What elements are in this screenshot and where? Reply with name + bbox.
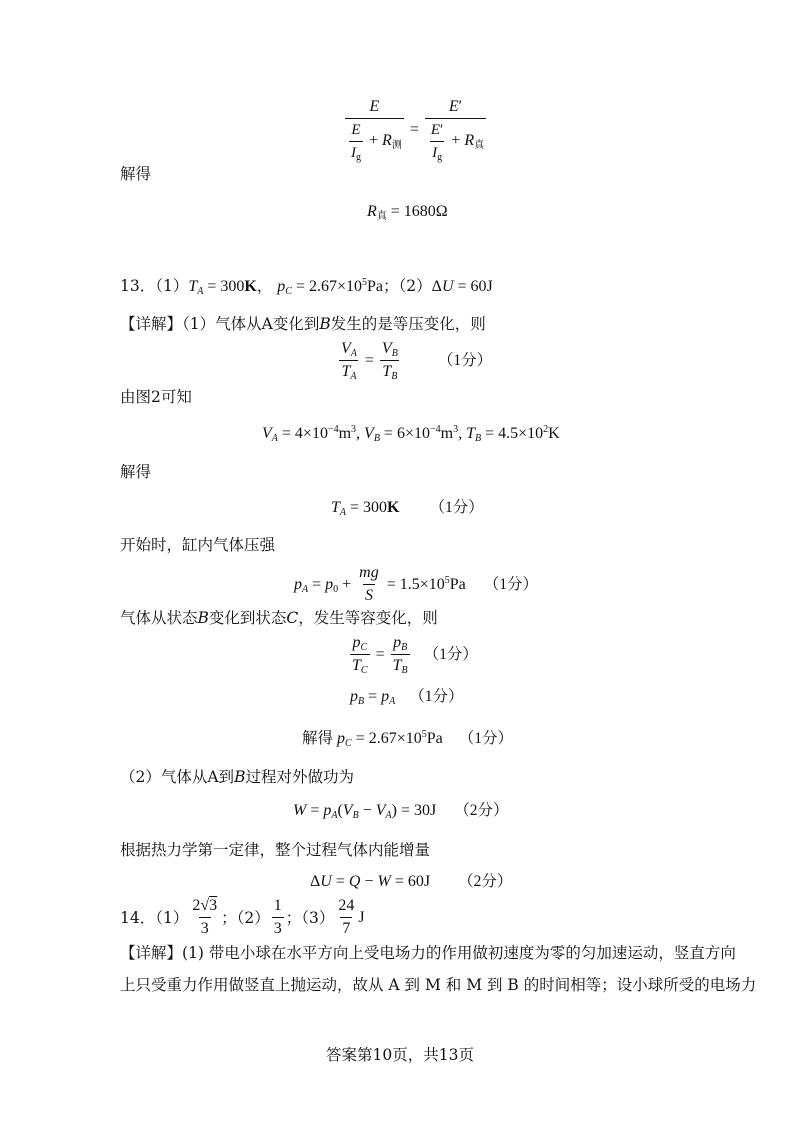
formula-pa: $p_A = p_0$ + $\frac{mg}{S}$ = $1.5\times 10^5Pa$ （1分） <box>294 564 539 604</box>
detail-tag: 【详解】 <box>120 944 183 962</box>
formula-pc-result: 解得 $p_C = 2.67\times 10^5Pa$ （1分） <box>302 729 513 749</box>
formula-work: $W = p_A(V_B - V_A) = 30J$ （2分） <box>293 802 509 821</box>
q13-answer-line: 13．$(1)T_A = 300K$， $p_C = 2.67\times 10^5Pa$；（2）ΔU = 60J <box>120 277 493 297</box>
thermo-law-text: 根据热力学第一定律，整个过程气体内能增量 <box>120 841 431 859</box>
q14-detail-line1: 【详解】(1) 带电小球在水平方向上受电场力的作用做初速度为零的匀加速运动，竖直方向 <box>120 944 736 962</box>
formula-resistance-ratio: E $\frac{E}{I_g}$ + $R_测$ = E′ $\frac{E'}{I_g}$ + $R_真$ <box>343 97 488 163</box>
start-pressure-text: 开始时，缸内气体压强 <box>120 536 276 554</box>
formula-pb-pa: $p_B = p_A$ （1分） <box>350 688 464 707</box>
detail-tag: 【详解】 <box>120 315 183 333</box>
formula-va-ta: $\frac{V_A}{T_A}$ = $\frac{V_B}{T_B}$ （1分） <box>341 340 493 382</box>
page-footer: 答案第10页，共13页 <box>326 1046 474 1064</box>
q14-detail-line2: 上只受重力作用做竖直上抛运动，故从 A 到 M 和 M 到 B 的时间相等；设小球所受的电场力 <box>120 976 757 994</box>
q14-answer-line: 14．（1） $\frac{2√3}{3}$ ；（2） $\frac{1}{3}$ ；（3） $\frac{24}{7}$ J <box>120 897 365 937</box>
formula-r-true: $R_真 = 1680\Omega$ <box>367 203 448 222</box>
formula-delta-u: ΔU = Q − W = 60J （2分） <box>310 873 513 890</box>
formula-pc-tc: $\frac{p_C}{T_C}$ = $\frac{p_B}{T_B}$ （1分） <box>352 634 478 676</box>
formula-ta-result: $T_A = 300K$ （1分） <box>331 499 484 518</box>
q13-number: 13．（1） <box>120 277 189 295</box>
formula-volumes: $V_A = 4\times 10^{-4}m^3$, $V_B = 6\times 10^{-4}m^3$, $T_B = 4.5\times 10^2K$ <box>262 424 560 444</box>
q13-detail-para1: 【详解】（1）气体从A变化到B发生的是等压变化，则 <box>120 315 486 333</box>
resolve-label-2: 解得 <box>120 463 152 481</box>
resolve-label-1: 解得 <box>120 165 152 183</box>
q14-number: 14．（1） <box>120 908 189 927</box>
fig-ref-text: 由图2可知 <box>120 388 192 406</box>
q13-para2: 气体从状态B变化到状态C，发生等容变化，则 <box>120 609 438 627</box>
q13-part2: （2）气体从A到B过程对外做功为 <box>120 768 354 786</box>
